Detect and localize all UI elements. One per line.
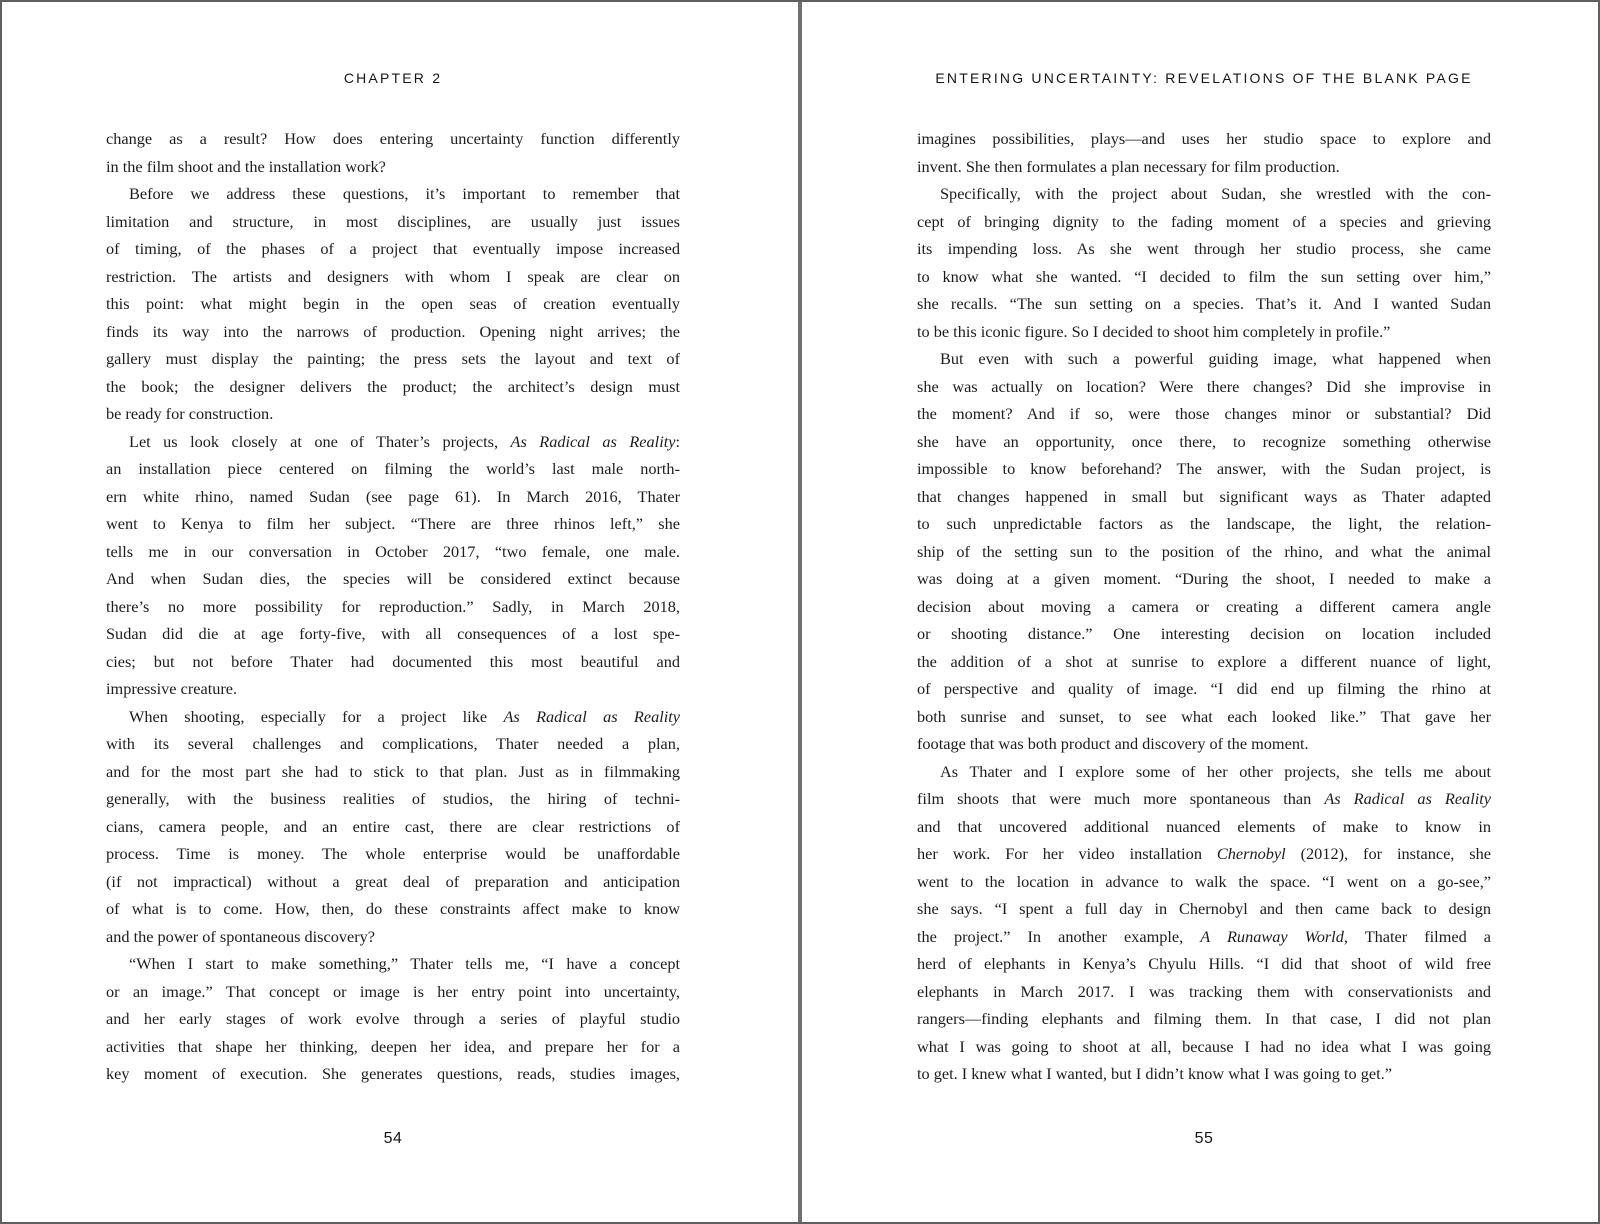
text-line	[917, 950, 1491, 978]
text-run: And when Sudan dies, the species will be considered extinct because	[106, 569, 680, 588]
text-run: with its several challenges and complications, Thater needed a plan,	[106, 734, 680, 753]
text-line	[917, 978, 1491, 1006]
text-run: and for the most part she had to stick to that plan. Just as in filmmaking	[106, 761, 680, 781]
text-run: tells me in our conversation in October 2017, “two female, one male.	[106, 541, 680, 561]
text-line	[106, 290, 680, 318]
text-line	[917, 510, 1491, 538]
text-line	[917, 620, 1491, 648]
text-run: rangers—finding elephants and filming them. In that case, I did not plan	[917, 1009, 1491, 1028]
text-line	[106, 125, 680, 153]
text-run: cept of bringing dignity to the fading moment of a species and grieving	[917, 211, 1491, 231]
text-run: what I was going to shoot at all, because I had no idea what I was going	[917, 1036, 1491, 1056]
text-run: of perspective and quality of image. “I did end up filming the rhino at	[917, 679, 1491, 698]
text-line	[917, 428, 1491, 456]
text-line	[917, 208, 1491, 236]
paragraph	[106, 180, 680, 428]
text-line	[917, 840, 1491, 868]
text-line	[106, 1005, 680, 1033]
text-line	[917, 593, 1491, 621]
text-line	[917, 125, 1491, 153]
text-line	[106, 510, 680, 538]
paragraph	[106, 125, 680, 180]
text-run: and the power of spontaneous discovery?	[106, 926, 376, 946]
text-line	[106, 455, 680, 483]
text-run: or shooting distance.” One interesting decision on location included	[917, 624, 1491, 643]
text-line	[917, 1005, 1491, 1033]
text-line	[106, 868, 680, 896]
text-line	[106, 648, 680, 676]
text-line	[106, 483, 680, 511]
text-run: to get. I knew what I wanted, but I didn’t know what I was going to get.”	[917, 1064, 1392, 1083]
text-run: she have an opportunity, once there, to recognize something otherwise	[917, 431, 1491, 451]
text-line	[106, 263, 680, 291]
text-line	[106, 428, 680, 456]
text-line	[917, 400, 1491, 428]
text-run: to be this iconic figure. So I decided to shoot him completely in profile.”	[917, 321, 1391, 341]
text-block-right	[917, 125, 1491, 1088]
text-run: her work. For her video installation	[917, 844, 1217, 863]
text-line	[917, 318, 1491, 346]
text-line	[106, 675, 680, 703]
text-run: the moment? And if so, were those changes minor or substantial? Did	[917, 404, 1491, 423]
text-line	[917, 180, 1491, 208]
paragraph	[106, 703, 680, 951]
text-line	[106, 538, 680, 566]
text-run: film shoots that were much more spontaneous than	[917, 789, 1325, 808]
text-line	[917, 538, 1491, 566]
text-line	[106, 593, 680, 621]
text-line	[106, 1060, 680, 1088]
text-run: both sunrise and sunset, to see what each looked like.” That gave her	[917, 706, 1491, 726]
text-run: limitation and structure, in most disciplines, are usually just issues	[106, 211, 680, 231]
text-run: of timing, of the phases of a project that eventually impose increased	[106, 239, 680, 258]
page-number-right: 55	[1194, 1130, 1214, 1147]
page-number-left: 54	[383, 1130, 403, 1147]
text-line	[106, 208, 680, 236]
page-left	[2, 2, 798, 1222]
text-run: to such unpredictable factors as the landscape, the light, the relation-	[917, 514, 1491, 533]
text-run: When shooting, especially for a project like	[129, 706, 504, 726]
paragraph	[106, 950, 680, 1088]
text-run: impossible to know beforehand? The answer, with the Sudan project, is	[917, 459, 1491, 478]
text-run: ern white rhino, named Sudan (see page 61). In March 2016, Thater	[106, 486, 680, 506]
text-line	[917, 785, 1491, 813]
text-run: change as a result? How does entering uncertainty function differently	[106, 129, 680, 148]
text-line	[106, 565, 680, 593]
text-line	[106, 785, 680, 813]
paragraph	[917, 180, 1491, 345]
text-run: or an image.” That concept or image is her entry point into uncertainty,	[106, 981, 680, 1001]
text-line	[917, 455, 1491, 483]
text-line	[106, 180, 680, 208]
paragraph	[106, 428, 680, 703]
text-run: the book; the designer delivers the product; the architect’s design must	[106, 376, 680, 396]
text-line	[917, 1060, 1491, 1088]
text-line	[917, 758, 1491, 786]
text-line	[106, 730, 680, 758]
text-run: was doing at a given moment. “During the shoot, I needed to make a	[917, 569, 1491, 588]
running-head-left: CHAPTER 2	[343, 70, 443, 86]
text-line	[917, 290, 1491, 318]
text-line	[917, 235, 1491, 263]
text-run: imagines possibilities, plays—and uses her studio space to explore and	[917, 129, 1491, 148]
text-run: herd of elephants in Kenya’s Chyulu Hills. “I did that shoot of wild free	[917, 954, 1491, 973]
text-run: Specifically, with the project about Sudan, she wrestled with the con-	[940, 184, 1491, 203]
text-run: finds its way into the narrows of production. Opening night arrives; the	[106, 321, 680, 341]
text-run: she recalls. “The sun setting on a species. That’s it. And I wanted Sudan	[917, 294, 1491, 313]
text-run: impressive creature.	[106, 679, 238, 698]
text-line	[106, 620, 680, 648]
text-run: (if not impractical) without a great deal of preparation and anticipation	[106, 871, 680, 891]
paragraph	[917, 758, 1491, 1088]
text-line	[917, 483, 1491, 511]
text-run: and her early stages of work evolve through a series of playful studio	[106, 1009, 680, 1028]
text-run: decision about moving a camera or creating a different camera angle	[917, 596, 1491, 616]
work-title-italic: As Radical as Reality	[510, 431, 676, 451]
text-run: she says. “I spent a full day in Chernobyl and then came back to design	[917, 899, 1491, 918]
text-run: the project.” In another example,	[917, 926, 1201, 946]
text-run: be ready for construction.	[106, 404, 274, 423]
text-line	[917, 1033, 1491, 1061]
text-run: in the film shoot and the installation work?	[106, 156, 386, 176]
text-line	[917, 675, 1491, 703]
text-run: activities that shape her thinking, deepen her idea, and prepare her for a	[106, 1036, 680, 1056]
text-run: and that uncovered additional nuanced elements of make to know in	[917, 816, 1491, 836]
text-run: key moment of execution. She generates questions, reads, studies images,	[106, 1064, 680, 1083]
text-line	[917, 373, 1491, 401]
text-line	[917, 895, 1491, 923]
text-line	[917, 648, 1491, 676]
text-line	[917, 565, 1491, 593]
text-run: elephants in March 2017. I was tracking them with conservationists and	[917, 981, 1491, 1001]
text-line	[106, 758, 680, 786]
paragraph	[917, 125, 1491, 180]
text-line	[106, 1033, 680, 1061]
text-run: cies; but not before Thater had documented this most beautiful and	[106, 651, 680, 671]
text-run: ship of the setting sun to the position of the rhino, and what the animal	[917, 541, 1491, 561]
work-title-italic: As Radical as Reality	[1324, 789, 1491, 808]
text-run: Before we address these questions, it’s important to remember that	[129, 184, 680, 203]
text-line	[917, 345, 1491, 373]
text-run: process. Time is money. The whole enterprise would be unaffordable	[106, 844, 680, 863]
text-line	[106, 153, 680, 181]
text-run: :	[675, 431, 680, 451]
text-run: Let us look closely at one of Thater’s projects,	[129, 431, 511, 451]
text-line	[917, 868, 1491, 896]
text-run: “When I start to make something,” Thater tells me, “I have a concept	[129, 954, 680, 973]
text-run: went to Kenya to film her subject. “There are three rhinos left,” she	[106, 514, 680, 533]
text-run: As Thater and I explore some of her other projects, she tells me about	[940, 761, 1491, 781]
paragraph	[917, 345, 1491, 758]
text-run: went to the location in advance to walk the space. “I went on a go-see,”	[917, 871, 1491, 891]
text-run: she was actually on location? Were there changes? Did she improvise in	[917, 376, 1491, 396]
text-run: gallery must display the painting; the press sets the layout and text of	[106, 349, 680, 368]
text-run: that changes happened in small but significant ways as Thater adapted	[917, 486, 1491, 506]
text-line	[917, 730, 1491, 758]
text-line	[106, 895, 680, 923]
text-line	[917, 153, 1491, 181]
text-line	[917, 263, 1491, 291]
text-run: its impending loss. As she went through her studio process, she came	[917, 239, 1491, 258]
work-title-italic: As Radical as Reality	[503, 706, 681, 726]
text-run: (2012), for instance, she	[1285, 844, 1492, 863]
text-run: to know what she wanted. “I decided to film the sun setting over him,”	[917, 266, 1491, 286]
text-line	[917, 923, 1491, 951]
text-line	[917, 813, 1491, 841]
text-line	[106, 235, 680, 263]
page-right	[802, 2, 1598, 1222]
text-run: there’s no more possibility for reproduction.” Sadly, in March 2018,	[106, 596, 680, 616]
text-run: this point: what might begin in the open seas of creation eventually	[106, 294, 680, 313]
text-block-left	[106, 125, 680, 1088]
text-run: the addition of a shot at sunrise to explore a different nuance of light,	[917, 651, 1491, 671]
text-run: cians, camera people, and an entire cast, there are clear restrictions of	[106, 816, 680, 836]
work-title-italic: A Runaway World	[1200, 926, 1344, 946]
text-run: footage that was both product and discovery of the moment.	[917, 734, 1309, 753]
text-line	[106, 703, 680, 731]
text-line	[917, 703, 1491, 731]
work-title-italic: Chernobyl	[1216, 844, 1286, 863]
text-line	[106, 950, 680, 978]
text-run: an installation piece centered on filming the world’s last male north-	[106, 459, 680, 478]
text-line	[106, 923, 680, 951]
text-run: restriction. The artists and designers with whom I speak are clear on	[106, 266, 680, 286]
text-run: Sudan did die at age forty-five, with all consequences of a lost spe-	[106, 624, 680, 643]
running-head-right: ENTERING UNCERTAINTY: REVELATIONS OF THE BLANK PAGE	[935, 70, 1473, 86]
text-run: of what is to come. How, then, do these constraints affect make to know	[106, 899, 680, 918]
text-run: generally, with the business realities of studios, the hiring of techni-	[106, 789, 680, 808]
text-line	[106, 400, 680, 428]
text-run: But even with such a powerful guiding image, what happened when	[940, 349, 1491, 368]
text-line	[106, 318, 680, 346]
text-run: , Thater filmed a	[1343, 926, 1492, 946]
text-line	[106, 373, 680, 401]
text-run: invent. She then formulates a plan necessary for film production.	[917, 156, 1340, 176]
text-line	[106, 813, 680, 841]
text-line	[106, 978, 680, 1006]
text-line	[106, 840, 680, 868]
text-line	[106, 345, 680, 373]
